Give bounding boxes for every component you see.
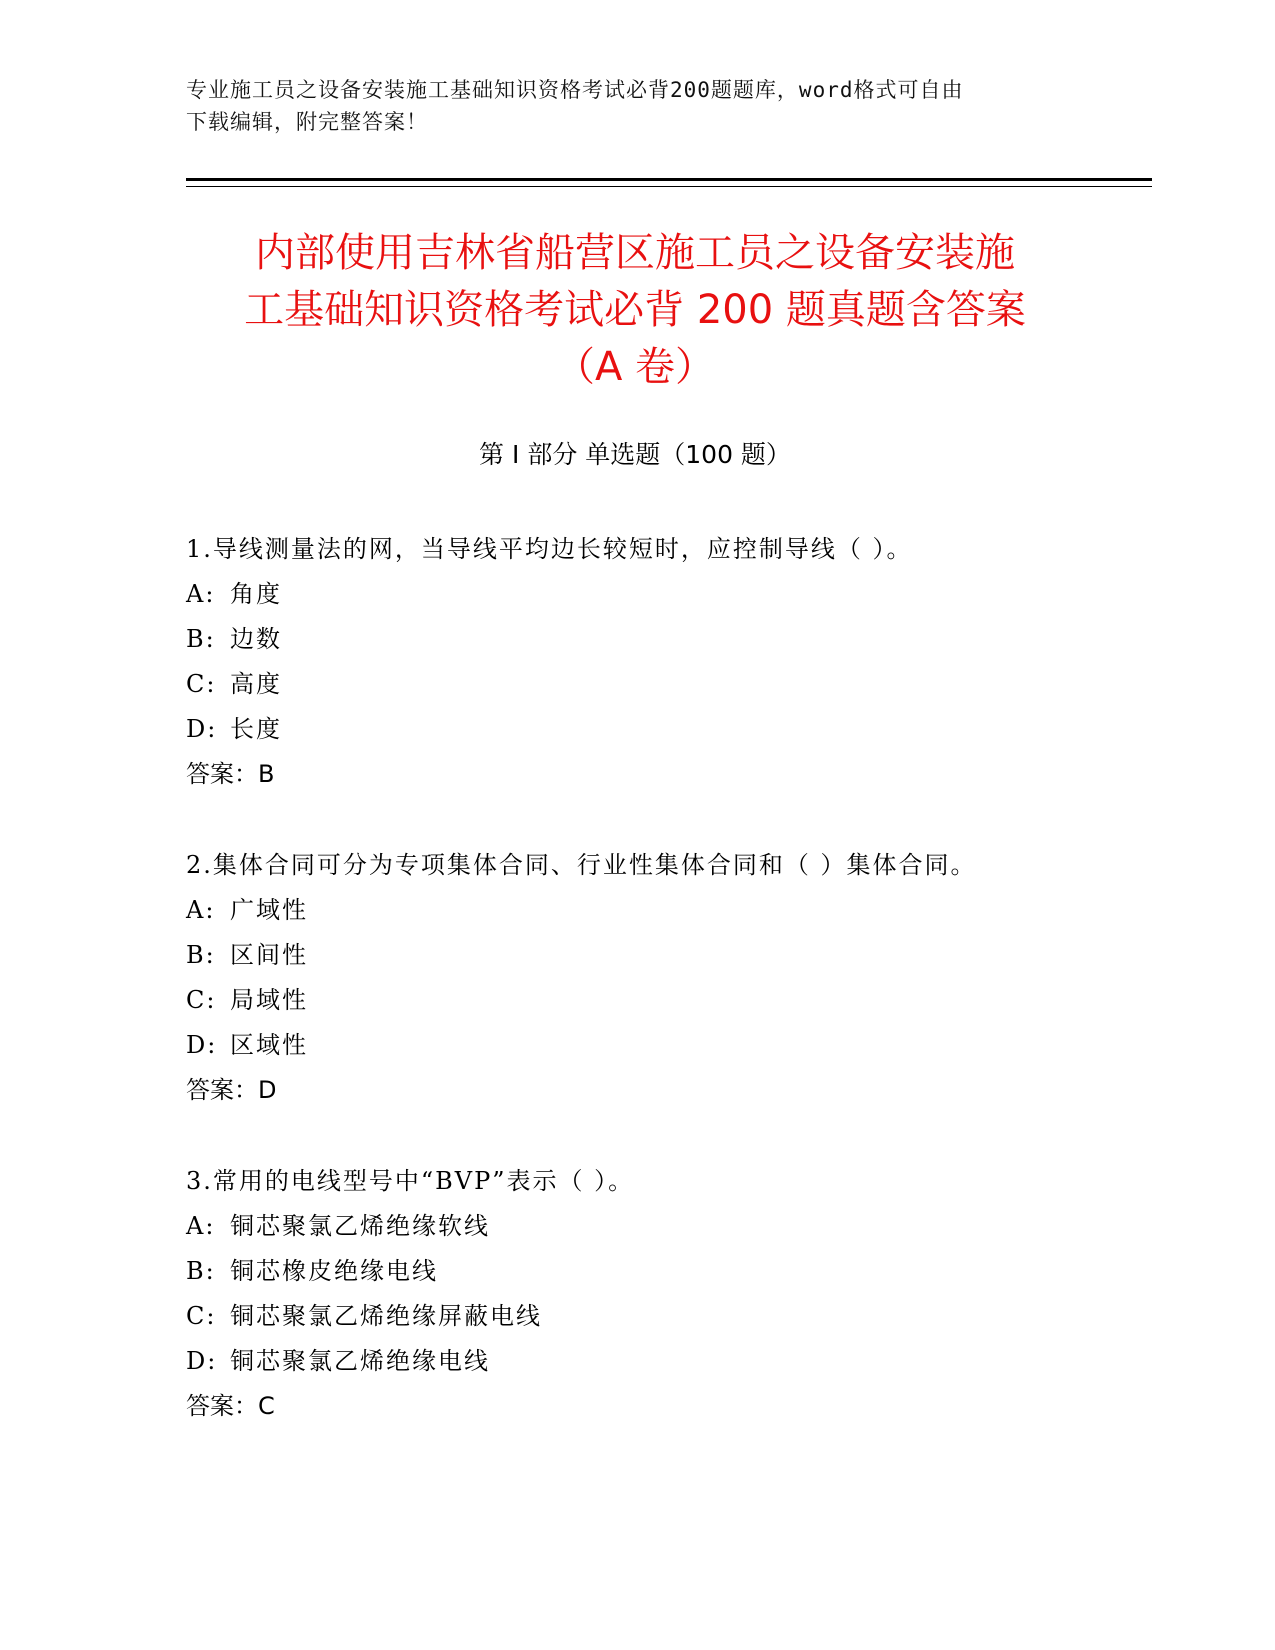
option-text: 广域性: [230, 896, 308, 924]
option-key: B:: [186, 1257, 216, 1285]
option-key: C:: [186, 1302, 217, 1330]
option-key: D:: [186, 1031, 218, 1059]
option-key: A:: [186, 1212, 216, 1240]
option-key: C:: [186, 670, 217, 698]
option-text: 铜芯聚氯乙烯绝缘屏蔽电线: [230, 1302, 542, 1330]
option-text: 铜芯橡皮绝缘电线: [230, 1257, 438, 1285]
question-option-b: [186, 933, 1166, 978]
question-option-c: [186, 1294, 1166, 1339]
question-item: [186, 1159, 1166, 1429]
question-option-d: [186, 707, 1166, 752]
option-key: B:: [186, 625, 216, 653]
option-text: 角度: [230, 580, 282, 608]
option-key: C:: [186, 986, 217, 1014]
document-title: [180, 225, 1090, 396]
question-option-a: [186, 572, 1166, 617]
question-answer: 答案：D: [186, 1076, 277, 1104]
question-list: [186, 527, 1166, 1475]
question-option-b: [186, 617, 1166, 662]
header-note-line-2: 下载编辑，附完整答案！: [186, 110, 428, 134]
question-item: [186, 843, 1166, 1113]
document-title-line-1: 内部使用吉林省船营区施工员之设备安装施: [255, 230, 1015, 276]
option-key: D:: [186, 1347, 218, 1375]
question-option-d: [186, 1339, 1166, 1384]
option-text: 边数: [230, 625, 282, 653]
section-title: 第 I 部分 单选题（100 题）: [479, 440, 791, 469]
option-text: 区间性: [230, 941, 308, 969]
document-title-line-3: （A 卷）: [554, 344, 716, 390]
question-option-a: [186, 888, 1166, 933]
header-note: [186, 74, 1066, 138]
question-option-c: [186, 662, 1166, 707]
header-note-line-1: 专业施工员之设备安装施工基础知识资格考试必背200题题库，word格式可自由: [186, 78, 964, 102]
header-divider-thick: [186, 178, 1152, 181]
option-key: A:: [186, 580, 216, 608]
question-option-a: [186, 1204, 1166, 1249]
option-text: 区域性: [230, 1031, 308, 1059]
question-option-c: [186, 978, 1166, 1023]
option-text: 铜芯聚氯乙烯绝缘电线: [230, 1347, 490, 1375]
option-text: 长度: [230, 715, 282, 743]
question-option-b: [186, 1249, 1166, 1294]
question-stem: 3.常用的电线型号中“BVP”表示（ ）。: [186, 1167, 635, 1195]
header-divider-thin: [186, 186, 1152, 187]
question-answer: 答案：C: [186, 1392, 275, 1420]
option-text: 局域性: [230, 986, 308, 1014]
option-key: B:: [186, 941, 216, 969]
document-title-line-2: 工基础知识资格考试必背 200 题真题含答案: [244, 287, 1026, 333]
option-text: 高度: [230, 670, 282, 698]
option-key: D:: [186, 715, 218, 743]
question-option-d: [186, 1023, 1166, 1068]
question-stem: 2.集体合同可分为专项集体合同、行业性集体合同和（ ）集体合同。: [186, 851, 977, 879]
question-answer: 答案：B: [186, 760, 275, 788]
option-key: A:: [186, 896, 216, 924]
question-item: [186, 527, 1166, 797]
question-stem: 1.导线测量法的网，当导线平均边长较短时，应控制导线（ ）。: [186, 535, 913, 563]
option-text: 铜芯聚氯乙烯绝缘软线: [230, 1212, 490, 1240]
